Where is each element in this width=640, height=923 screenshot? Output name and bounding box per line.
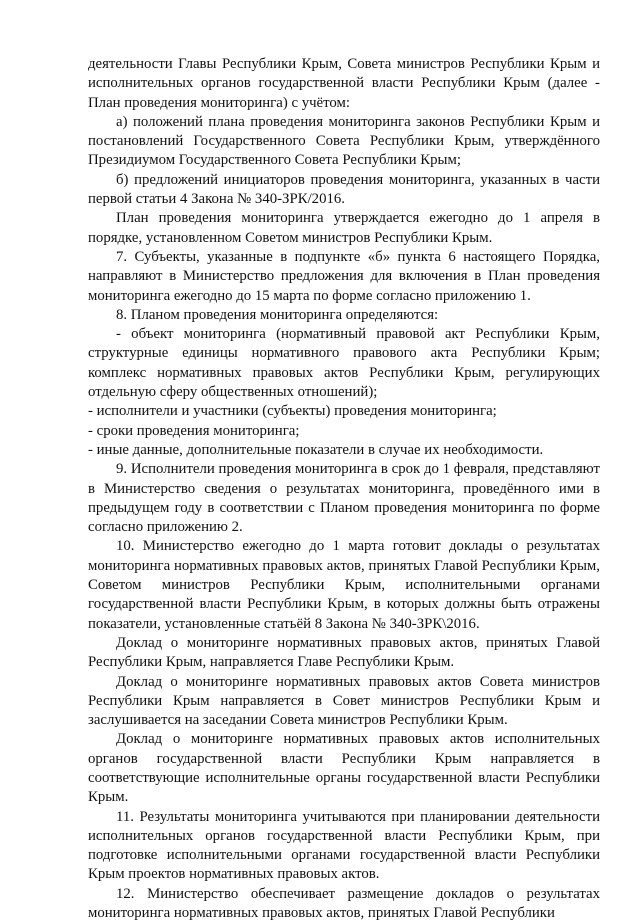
list-item: - исполнители и участники (субъекты) проведения мониторинга; <box>88 403 497 420</box>
paragraph-10: 10. Министерство ежегодно до 1 марта готовит доклады о результатах мониторинга нормативных правовых актов, принятых Главой Республики Крым, Советом министров Республики Крым, исполнительными органами государственной власти Республики Крым, в которых должны быть отражены показатели, установленные статьёй 8 Закона № 340-ЗРК\2016. <box>88 538 600 632</box>
paragraph-report-executive: Доклад о мониторинге нормативных правовых актов исполнительных органов государственной власти Республики Крым направляется в соответствующие исполнительные органы государственной власти Республики Крым. <box>88 731 600 806</box>
paragraph-report-head: Доклад о мониторинге нормативных правовых актов, принятых Главой Республики Крым, направляется Главе Республики Крым. <box>88 634 600 671</box>
paragraph-7: 7. Субъекты, указанные в подпункте «б» пункта 6 настоящего Порядка, направляют в Министерство предложения для включения в План проведения мониторинга ежегодно до 15 марта по форме согласно приложению 1. <box>88 248 600 304</box>
paragraph-plan-approval: План проведения мониторинга утверждается ежегодно до 1 апреля в порядке, установленном Советом министров Республики Крым. <box>88 210 600 246</box>
document-page <box>88 55 600 923</box>
paragraph-continuation: деятельности Главы Республики Крым, Совета министров Республики Крым и исполнительных органов государственной власти Республики Крым (далее - План проведения мониторинга) с учётом: <box>88 56 600 111</box>
plan-items-list <box>88 402 600 460</box>
paragraph-report-council: Доклад о мониторинге нормативных правовых актов Совета министров Республики Крым направляется в Совет министров Республики Крым и заслушивается на заседании Совета министров Республики Крым. <box>88 673 600 729</box>
paragraph-9: 9. Исполнители проведения мониторинга в срок до 1 февраля, представляют в Министерство сведения о результатах мониторинга, проведённого ими в предыдущем году в соответствии с Планом проведения мониторинга по форме согласно приложению 2. <box>88 461 600 536</box>
paragraph-12: 12. Министерство обеспечивает размещение докладов о результатах мониторинга нормативных правовых актов, принятых Главой Республики <box>88 885 600 922</box>
list-item: - сроки проведения мониторинга; <box>88 422 300 439</box>
paragraph-11: 11. Результаты мониторинга учитываются при планировании деятельности исполнительных органов государственной власти Республики Крым, при подготовке исполнительными органами государственной власти Республики Крым проектов нормативных правовых актов. <box>88 808 600 883</box>
list-item: - иные данные, дополнительные показатели в случае их необходимости. <box>88 441 544 458</box>
paragraph-8: 8. Планом проведения мониторинга определяются: <box>116 306 439 323</box>
paragraph-item-b: б) предложений инициаторов проведения мониторинга, указанных в части первой статьи 4 Закона № 340-ЗРК/2016. <box>88 171 600 208</box>
paragraph-item-a: а) положений плана проведения мониторинга законов Республики Крым и постановлений Государственного Совета Республики Крым, утверждённого Президиумом Государственного Совета Республики Крым; <box>88 113 600 169</box>
paragraph-8-object: - объект мониторинга (нормативный правовой акт Республики Крым, структурные единицы нормативного правового акта Республики Крым; комплекс нормативных правовых актов Республики Крым, регулирующих отдельную сферу общественных отношений); <box>88 326 600 401</box>
